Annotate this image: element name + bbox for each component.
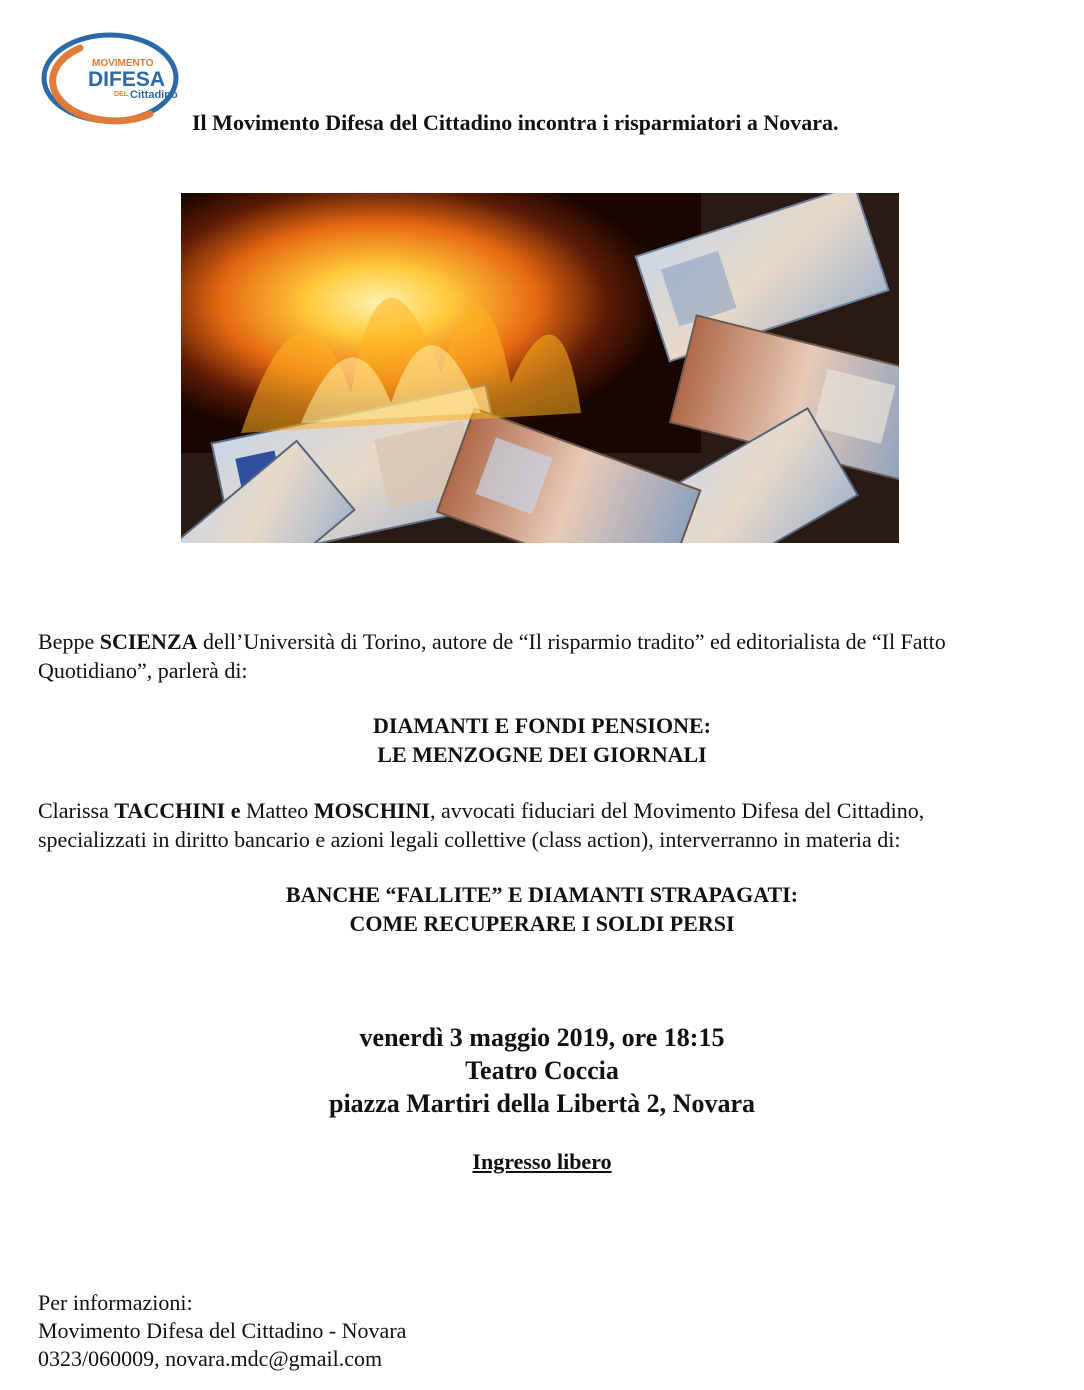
speaker-1-paragraph (38, 627, 1048, 685)
event-date: venerdì 3 maggio 2019, ore 18:15 (359, 1023, 725, 1052)
free-entry-label: Ingresso libero (472, 1149, 612, 1174)
event-address: piazza Martiri della Libertà 2, Novara (328, 1089, 756, 1118)
burning-money-photo (181, 193, 899, 543)
contact-info (38, 1289, 406, 1373)
page-title: Il Movimento Difesa del Cittadino incontra i risparmiatori a Novara. (192, 110, 839, 135)
logo-line3-small: DEL (114, 91, 128, 98)
topic-2-line2: COME RECUPERARE I SOLDI PERSI (349, 911, 735, 936)
organization-logo (40, 30, 182, 128)
speaker-1-last-name: SCIENZA (99, 629, 198, 654)
speaker-1-description-line2: Quotidiano”, parlerà di: (38, 658, 248, 683)
topic-2-heading (0, 880, 1084, 938)
speaker-1-first-name: Beppe (38, 629, 100, 654)
contact-label: Per informazioni: (38, 1290, 193, 1315)
contact-organization: Movimento Difesa del Cittadino - Novara (38, 1318, 407, 1343)
logo-line3: Cittadino (130, 89, 178, 101)
speaker-1-description-line1: dell’Università di Torino, autore de “Il risparmio tradito” ed editorialista de “Il Fatto (197, 629, 946, 654)
logo-line2: DIFESA (88, 68, 166, 91)
speaker-2-description-line1: , avvocati fiduciari del Movimento Difesa del Cittadino, (429, 798, 925, 823)
event-venue: Teatro Coccia (465, 1056, 619, 1085)
speaker-2-description-line2: specializzati in diritto bancario e azioni legali collettive (class action), interverranno in materia di: (38, 827, 901, 852)
speaker-2-conjunction: e (225, 798, 241, 823)
topic-1-heading (0, 711, 1084, 769)
topic-1-line1: DIAMANTI E FONDI PENSIONE: (373, 713, 711, 738)
topic-2-line1: BANCHE “FALLITE” E DIAMANTI STRAPAGATI: (285, 882, 799, 907)
speaker-2-last-name-1: TACCHINI (114, 798, 226, 823)
speaker-2-first-name-2: Matteo (240, 798, 314, 823)
event-details (0, 1021, 1084, 1120)
contact-phone-email: 0323/060009, novara.mdc@gmail.com (38, 1346, 383, 1371)
entry-note (0, 1149, 1084, 1175)
speaker-2-first-name-1: Clarissa (38, 798, 115, 823)
topic-1-line2: LE MENZOGNE DEI GIORNALI (377, 742, 707, 767)
speaker-2-paragraph (38, 796, 1048, 854)
logo-line1: MOVIMENTO (92, 58, 154, 69)
speaker-2-last-name-2: MOSCHINI (313, 798, 430, 823)
